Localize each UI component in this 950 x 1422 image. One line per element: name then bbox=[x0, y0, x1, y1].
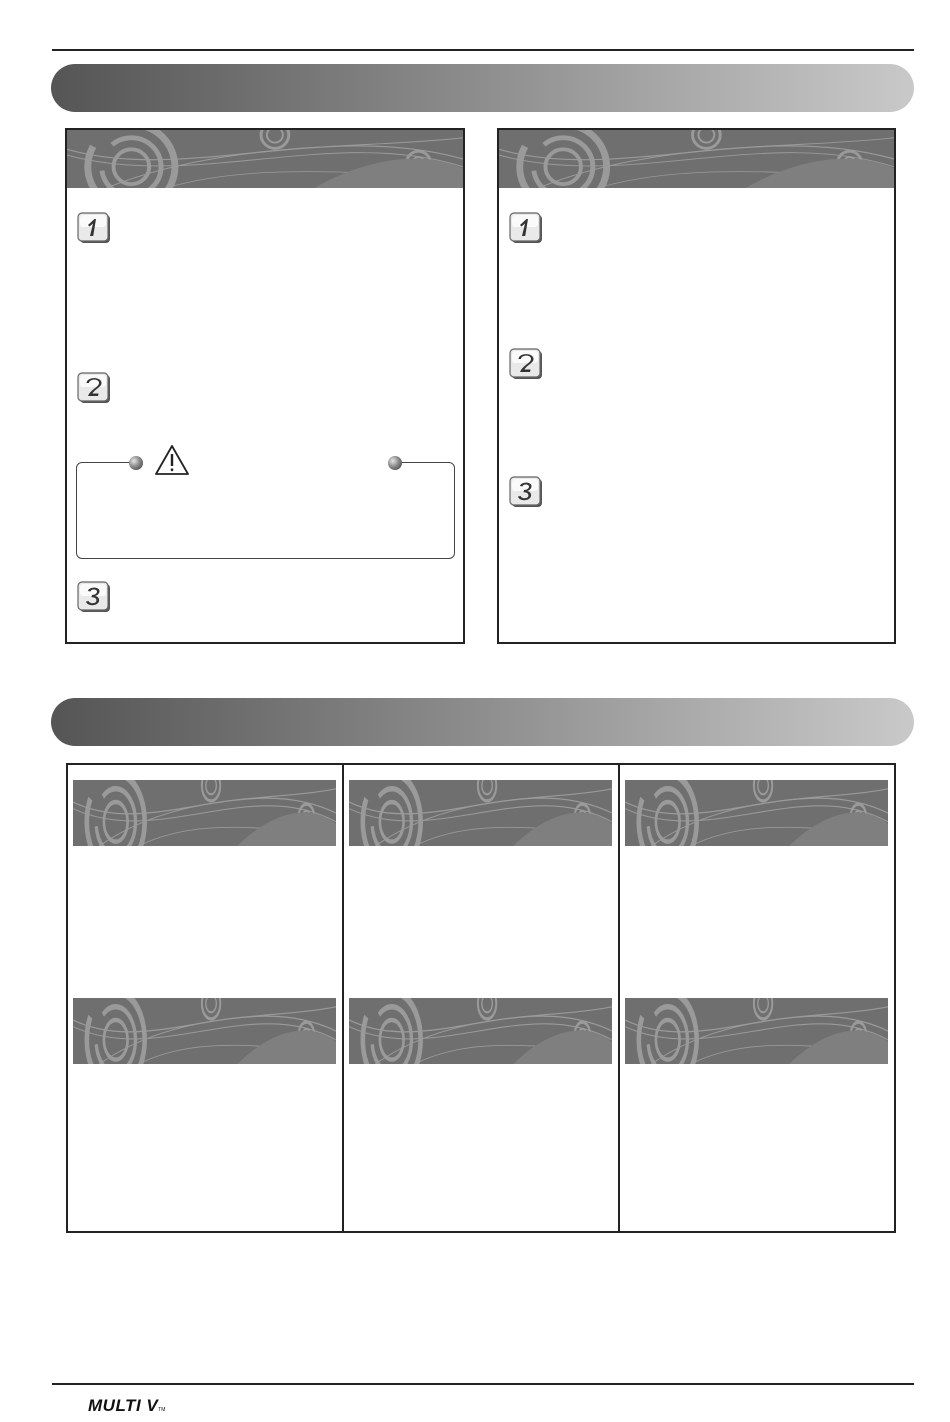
grid-cell-header-1 bbox=[73, 780, 336, 846]
swirl-decoration-icon bbox=[625, 998, 888, 1064]
swirl-decoration-icon bbox=[73, 998, 336, 1064]
multi-v-logo bbox=[88, 1396, 188, 1420]
right-panel bbox=[497, 128, 896, 644]
bottom-rule bbox=[52, 1383, 914, 1385]
step-2-icon bbox=[509, 348, 543, 380]
swirl-decoration-icon bbox=[73, 780, 336, 846]
logo-trademark: TM bbox=[158, 1407, 166, 1413]
grid-cell-header-6 bbox=[625, 998, 888, 1064]
grid-cell-header-5 bbox=[349, 998, 612, 1064]
grid-divider-1 bbox=[342, 765, 344, 1231]
swirl-decoration-icon bbox=[67, 130, 463, 188]
bullet-dot-icon bbox=[129, 456, 143, 470]
left-panel-header bbox=[67, 130, 463, 188]
warning-triangle-icon bbox=[153, 443, 191, 477]
step-3-icon bbox=[77, 581, 111, 613]
swirl-decoration-icon bbox=[499, 130, 894, 188]
top-rule bbox=[52, 49, 914, 51]
grid-divider-2 bbox=[618, 765, 620, 1231]
grid-cell-header-3 bbox=[625, 780, 888, 846]
grid-cell-header-4 bbox=[73, 998, 336, 1064]
section-banner-1 bbox=[51, 64, 914, 112]
logo-text: MULTI V bbox=[88, 1396, 159, 1415]
right-panel-header bbox=[499, 130, 894, 188]
step-1-icon bbox=[509, 212, 543, 244]
section-banner-2 bbox=[51, 698, 914, 746]
step-2-icon bbox=[77, 372, 111, 404]
caution-box bbox=[76, 462, 455, 559]
bullet-dot-icon bbox=[388, 456, 402, 470]
swirl-decoration-icon bbox=[349, 998, 612, 1064]
swirl-decoration-icon bbox=[625, 780, 888, 846]
swirl-decoration-icon bbox=[349, 780, 612, 846]
left-panel bbox=[65, 128, 465, 644]
grid-cell-header-2 bbox=[349, 780, 612, 846]
step-1-icon bbox=[77, 212, 111, 244]
step-3-icon bbox=[509, 476, 543, 508]
